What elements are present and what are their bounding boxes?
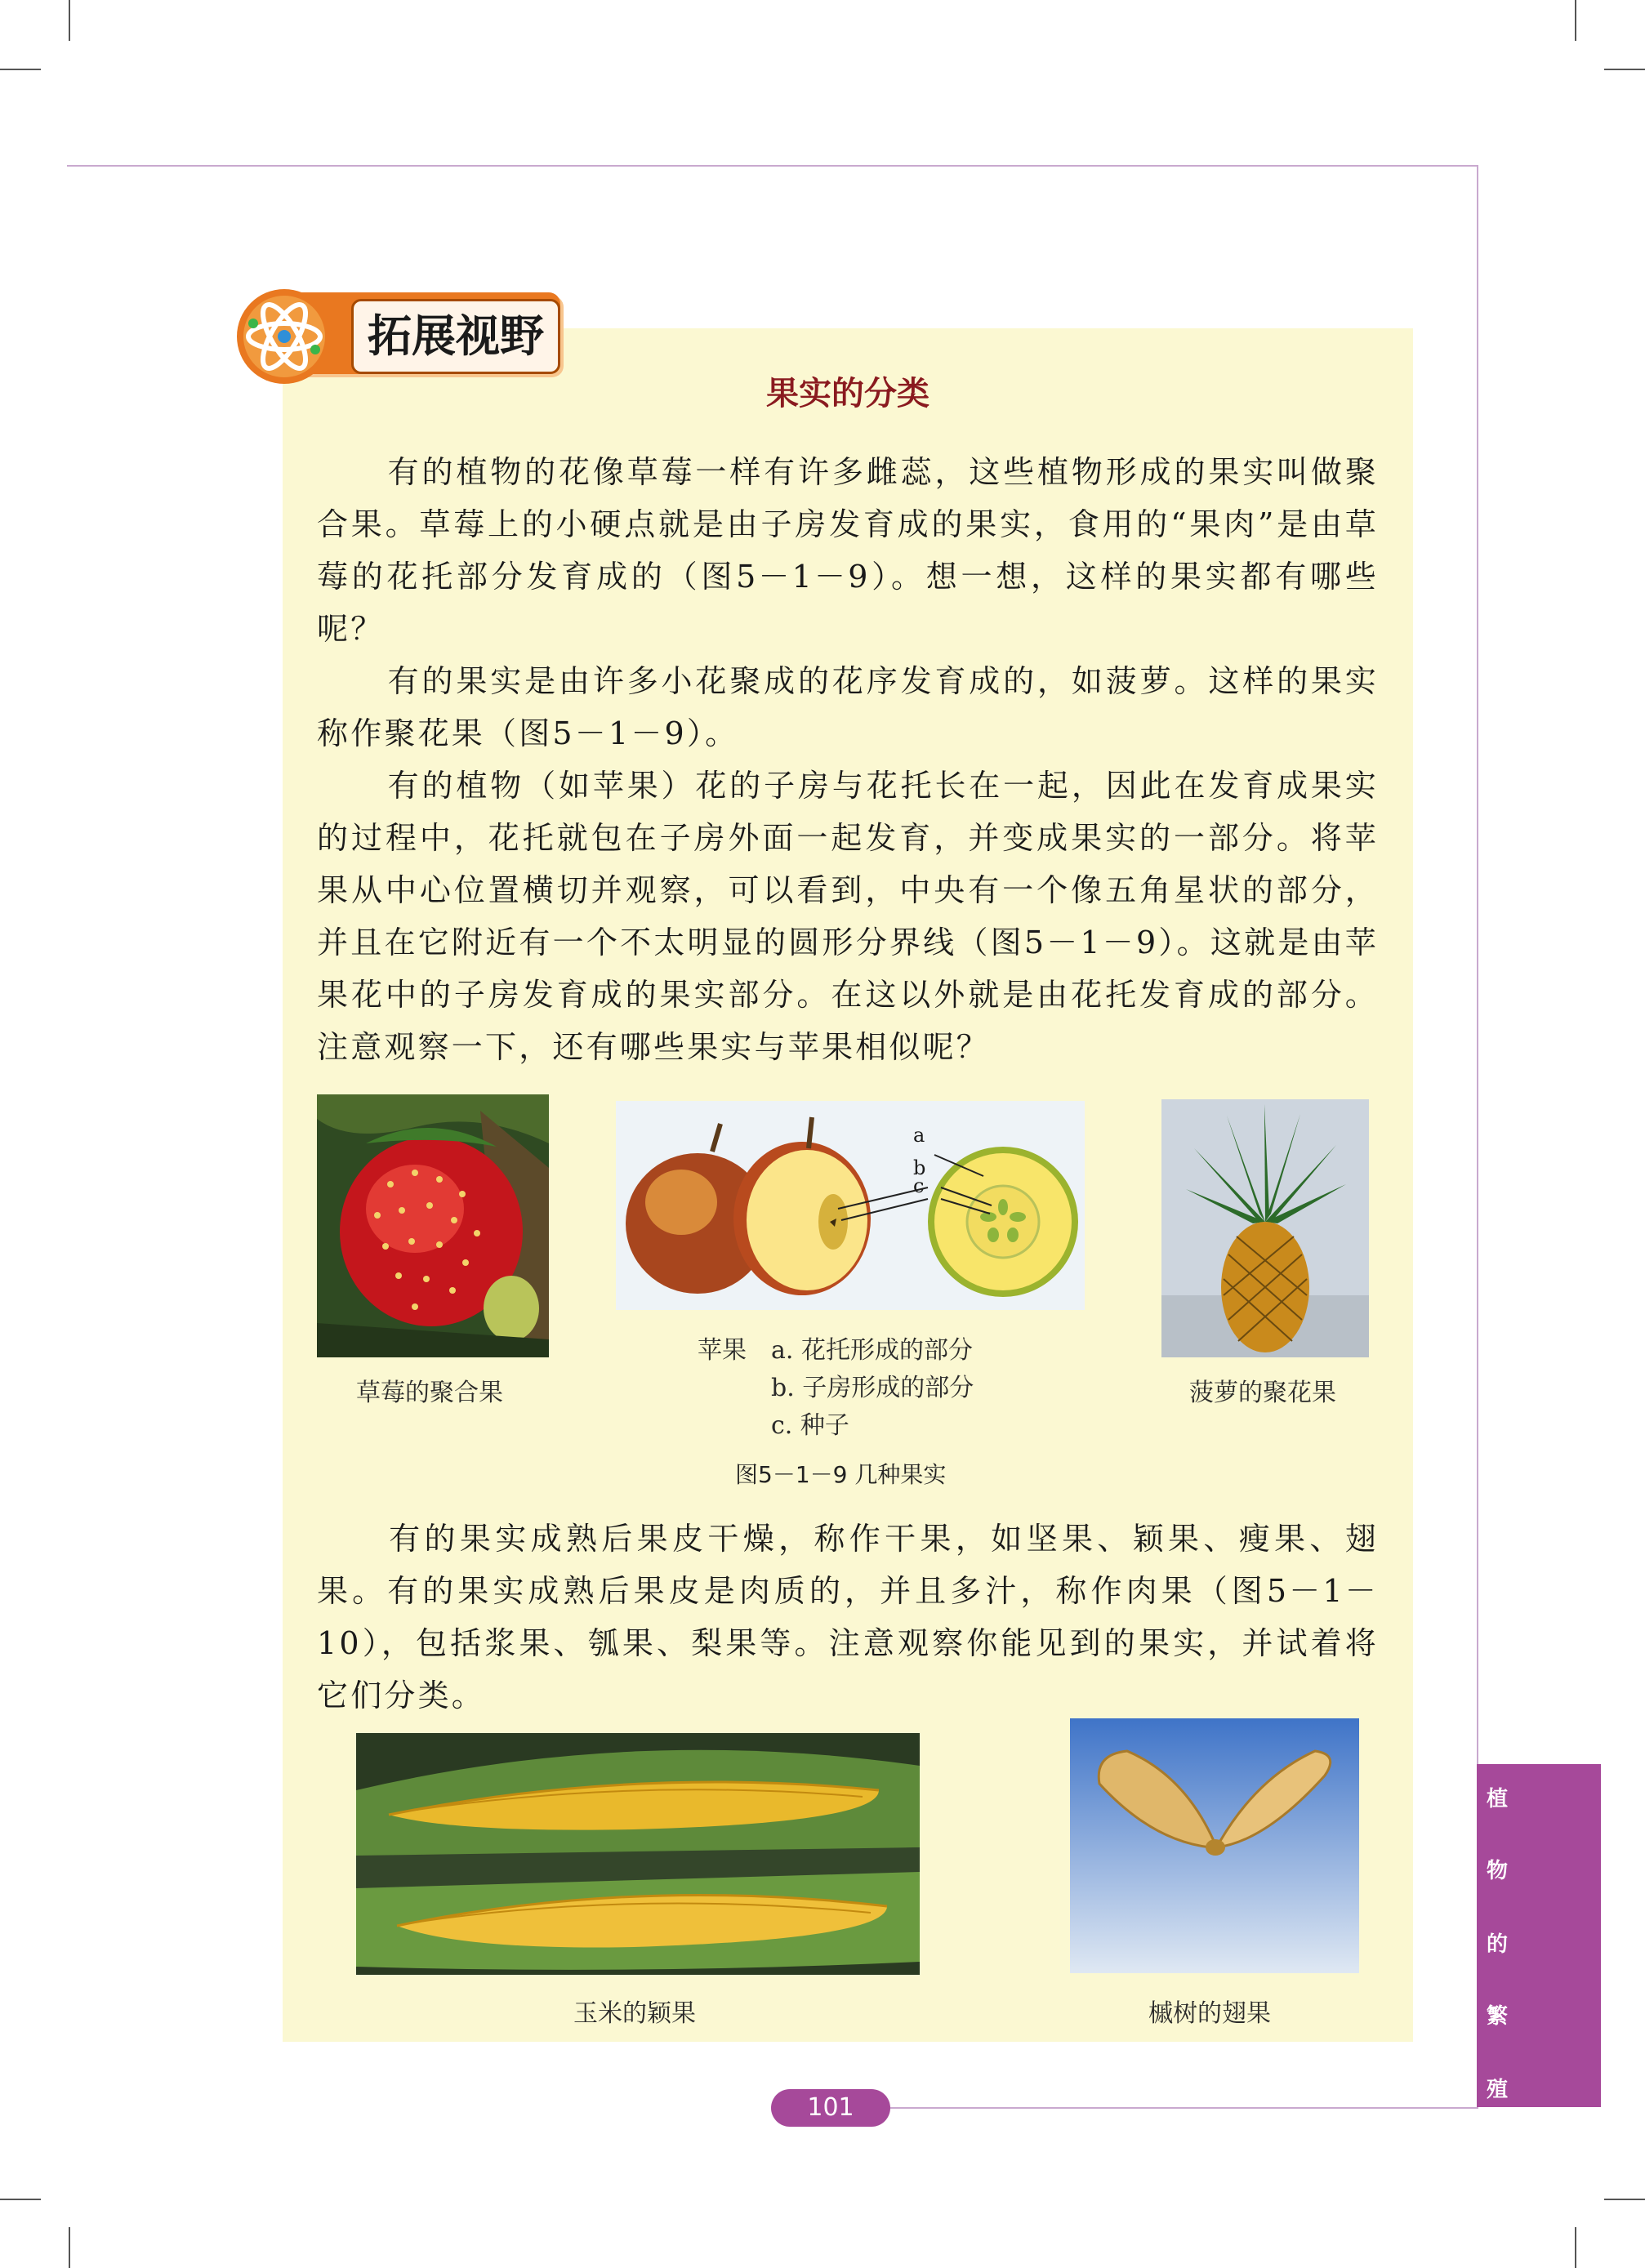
page-number: 101	[807, 2093, 854, 2122]
apple-caption: 苹果	[698, 1336, 747, 1365]
apple-legend-b: b. 子房形成的部分	[771, 1374, 974, 1402]
paragraph-text: 有的植物的花像草莓一样有许多雌蕊，这些植物形成的果实叫做聚合果。草莓上的小硬点就是由子房发育成的果实，食用的“果肉”是由草莓的花托部分发育成的（图5－1－9）。想一想，这样的果实都有哪些呢？	[317, 454, 1379, 647]
apple-legend-c: c. 种子	[771, 1411, 849, 1440]
page-frame-bottom	[890, 2107, 1478, 2109]
crop-mark	[0, 69, 41, 70]
figure-caption: 图5－1－9 几种果实	[735, 1461, 947, 1488]
side-tab-char: 殖	[1486, 2078, 1508, 2102]
badge-label: 拓展视野	[351, 299, 560, 374]
side-tab-char: 植	[1486, 1787, 1508, 1811]
paragraph	[317, 760, 1379, 1073]
maple-samara-photo	[1070, 1718, 1359, 1973]
crop-mark	[1604, 69, 1645, 70]
section-title: 果实的分类	[766, 375, 929, 412]
strawberry-photo	[317, 1094, 549, 1357]
crop-mark	[69, 0, 70, 41]
strawberry-caption: 草莓的聚合果	[356, 1379, 503, 1407]
maple-caption: 槭树的翅果	[1148, 1999, 1271, 2028]
corn-photo	[356, 1733, 920, 1975]
paragraph-text: 有的果实成熟后果皮干燥，称作干果，如坚果、颖果、瘦果、翅果。有的果实成熟后果皮是肉质的，并且多汁，称作肉果（图5－1－10），包括浆果、瓠果、梨果等。注意观察你能见到的果实，并试着将它们分类。	[317, 1521, 1379, 1713]
pineapple-caption: 菠萝的聚花果	[1189, 1379, 1336, 1407]
crop-mark	[1575, 2227, 1576, 2268]
paragraph	[317, 446, 1379, 655]
crop-mark	[1604, 2199, 1645, 2200]
paragraph	[317, 1513, 1379, 1722]
crop-mark	[69, 2227, 70, 2268]
paragraph-text: 有的果实是由许多小花聚成的花序发育成的，如菠萝。这样的果实称作聚花果（图5－1－9）。	[317, 663, 1379, 751]
side-tab-char: 繁	[1486, 2004, 1508, 2029]
side-tab-char: 物	[1486, 1859, 1508, 1883]
apple-label-b: b	[913, 1156, 926, 1179]
apple-photo	[616, 1101, 1085, 1310]
apple-legend-a: a. 花托形成的部分	[771, 1336, 973, 1365]
apple-label-c: c	[913, 1174, 925, 1197]
apple-label-a: a	[913, 1124, 925, 1147]
crop-mark	[0, 2199, 41, 2200]
side-tab-char: 的	[1486, 1932, 1508, 1957]
pineapple-photo	[1161, 1099, 1369, 1357]
corn-caption: 玉米的颖果	[573, 1999, 696, 2028]
page-frame-top	[67, 165, 1478, 167]
paragraph-text: 有的植物（如苹果）花的子房与花托长在一起，因此在发育成果实的过程中，花托就包在子房外面一起发育，并变成果实的一部分。将苹果从中心位置横切并观察，可以看到，中央有一个像五角星状的部分，并且在它附近有一个不太明显的圆形分界线（图5－1－9）。这就是由苹果花中的子房发育成的果实部分。在这以外就是由花托发育成的部分。注意观察一下，还有哪些果实与苹果相似呢？	[317, 768, 1379, 1065]
crop-mark	[1575, 0, 1576, 41]
paragraph	[317, 655, 1379, 760]
